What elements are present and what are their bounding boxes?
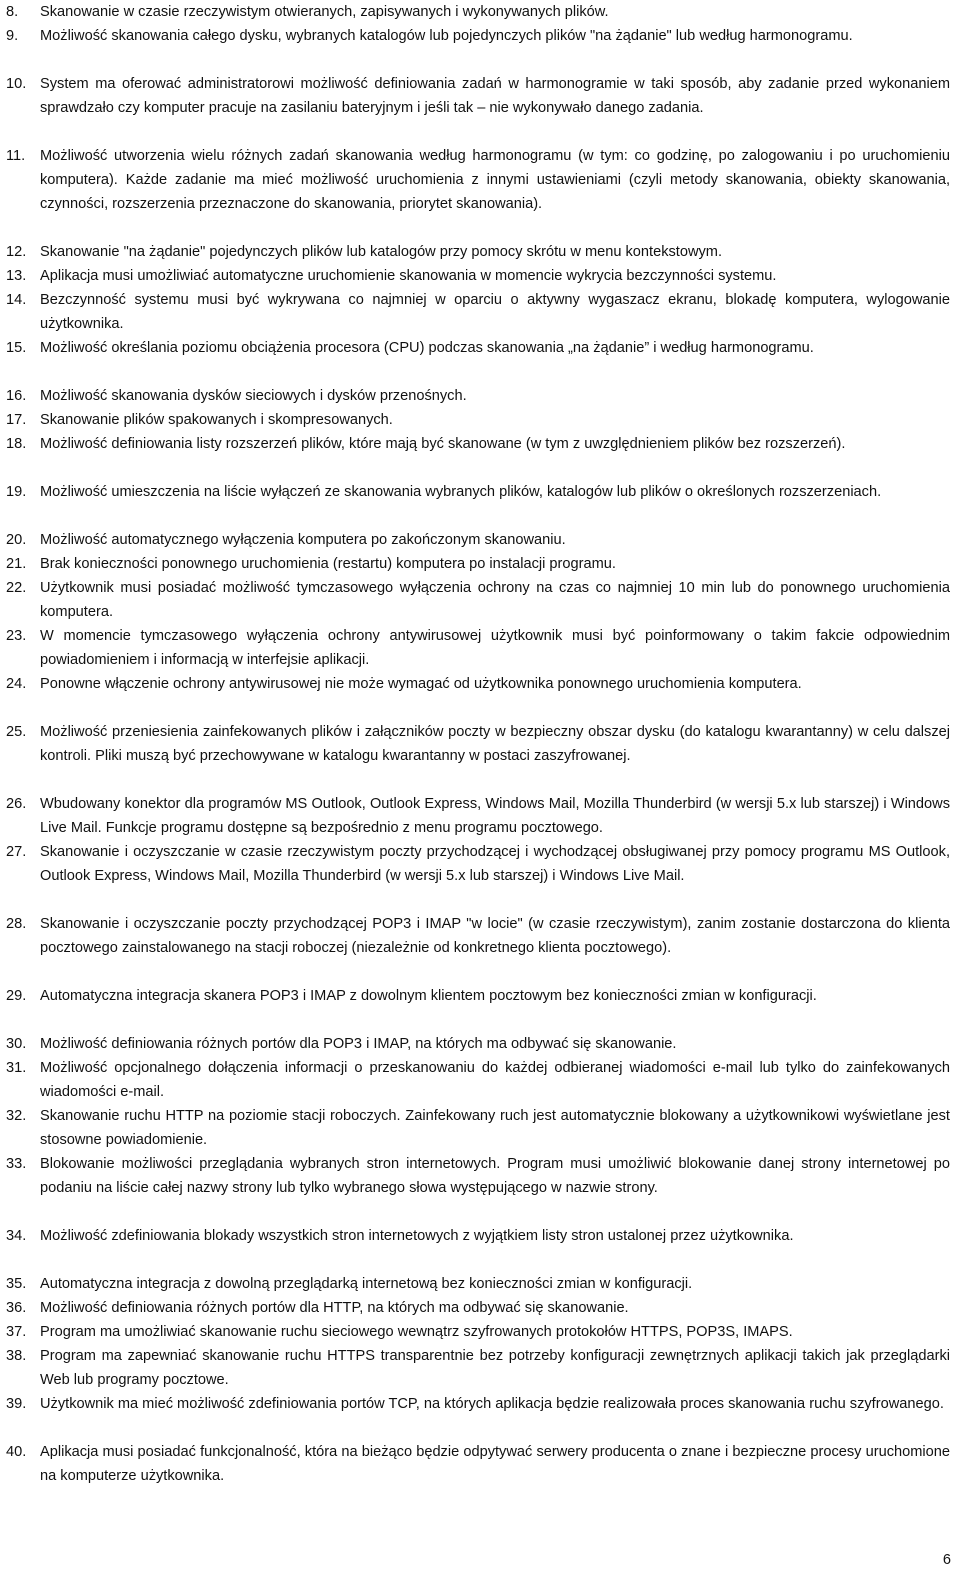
list-item-text: Aplikacja musi posiadać funkcjonalność, która na bieżąco będzie odpytywać serwery producenta o znane i bezpieczne procesy uruchomione na komputerze użytkownika.: [40, 1444, 950, 1484]
list-item-number: 40.: [6, 1444, 27, 1460]
list-item-text: Wbudowany konektor dla programów MS Outlook, Outlook Express, Windows Mail, Mozilla Thunderbird (w wersji 5.x lub starszej) i Windows Live Mail. Funkcje programu dostępne są bezpośrednio z menu programu pocztowego.: [40, 796, 950, 836]
list-item-text: Aplikacja musi umożliwiać automatyczne uruchomienie skanowania w momencie wykrycia bezczynności systemu.: [40, 268, 777, 284]
list-item-text: System ma oferować administratorowi możliwość definiowania zadań w harmonogramie w taki sposób, aby zadanie przed wykonaniem sprawdzało czy komputer pracuje na zasilaniu bateryjnym i jeśli tak – nie wykonywało danego zadania.: [40, 76, 950, 116]
list-item-text: Program ma zapewniać skanowanie ruchu HTTPS transparentnie bez potrzeby konfiguracji zewnętrznych aplikacji takich jak przeglądarki Web lub programy pocztowe.: [40, 1348, 950, 1388]
list-item-number: 10.: [6, 76, 27, 92]
list-item-text: Możliwość utworzenia wielu różnych zadań skanowania według harmonogramu (w tym: co godzinę, po zalogowaniu i po uruchomieniu komputera). Każde zadanie ma mieć możliwość uruchomienia z innymi ustawieniami (czyli metody skanowania, obiekty skanowania, czynności, rozszerzenia przeznaczone do skanowania, priorytet skanowania).: [40, 148, 950, 212]
list-item-text: Automatyczna integracja z dowolną przeglądarką internetową bez konieczności zmian w konfiguracji.: [40, 1276, 693, 1292]
list-item-text: Skanowanie plików spakowanych i skompresowanych.: [40, 412, 393, 428]
list-item-text: Skanowanie "na żądanie" pojedynczych plików lub katalogów przy pomocy skrótu w menu kontekstowym.: [40, 244, 723, 260]
list-item-number: 22.: [6, 580, 27, 596]
list-item-number: 13.: [6, 268, 27, 284]
list-item-number: 11.: [6, 148, 26, 164]
list-item-number: 30.: [6, 1036, 27, 1052]
list-item-number: 18.: [6, 436, 27, 452]
list-item-number: 15.: [6, 340, 27, 356]
list-item-number: 19.: [6, 484, 27, 500]
list-item-number: 28.: [6, 916, 27, 932]
list-item-text: Możliwość zdefiniowania blokady wszystkich stron internetowych z wyjątkiem listy stron ustalonej przez użytkownika.: [40, 1228, 794, 1244]
list-item-number: 32.: [6, 1108, 27, 1124]
list-item-number: 31.: [6, 1060, 27, 1076]
list-item-text: Skanowanie w czasie rzeczywistym otwieranych, zapisywanych i wykonywanych plików.: [40, 4, 609, 20]
list-item-text: Bezczynność systemu musi być wykrywana co najmniej w oparciu o aktywny wygaszacz ekranu, blokadę komputera, wylogowanie użytkownika.: [40, 292, 950, 332]
list-item-number: 39.: [6, 1396, 27, 1412]
list-item-text: Możliwość skanowania całego dysku, wybranych katalogów lub pojedynczych plików "na żądanie" lub według harmonogramu.: [40, 28, 853, 44]
list-item-number: 9.: [6, 28, 19, 44]
list-item-text: Skanowanie i oczyszczanie poczty przychodzącej POP3 i IMAP "w locie" (w czasie rzeczywistym), zanim zostanie dostarczona do klienta pocztowego zainstalowanego na stacji roboczej (niezależnie od konkretnego klienta pocztowego).: [40, 916, 950, 956]
list-item-number: 35.: [6, 1276, 27, 1292]
list-item-text: Możliwość automatycznego wyłączenia komputera po zakończonym skanowaniu.: [40, 532, 566, 548]
list-item-number: 23.: [6, 628, 27, 644]
list-item-number: 37.: [6, 1324, 27, 1340]
list-item-text: Możliwość skanowania dysków sieciowych i dysków przenośnych.: [40, 388, 467, 404]
list-item-text: Możliwość opcjonalnego dołączenia informacji o przeskanowaniu do każdej odbieranej wiadomości e-mail lub tylko do zainfekowanych wiadomości e-mail.: [40, 1060, 950, 1100]
list-item-number: 33.: [6, 1156, 27, 1172]
list-item-number: 16.: [6, 388, 27, 404]
list-item-number: 8.: [6, 4, 19, 20]
list-item-number: 21.: [6, 556, 27, 572]
list-item-number: 20.: [6, 532, 27, 548]
list-item-text: Użytkownik musi posiadać możliwość tymczasowego wyłączenia ochrony na czas co najmniej 10 min lub do ponownego uruchomienia komputera.: [40, 580, 950, 620]
list-item-text: Ponowne włączenie ochrony antywirusowej nie może wymagać od użytkownika ponownego uruchomienia komputera.: [40, 676, 802, 692]
list-item-text: Możliwość definiowania różnych portów dla HTTP, na których ma odbywać się skanowanie.: [40, 1300, 629, 1316]
list-item-text: Możliwość definiowania różnych portów dla POP3 i IMAP, na których ma odbywać się skanowanie.: [40, 1036, 677, 1052]
list-item-number: 29.: [6, 988, 27, 1004]
list-item-text: Możliwość definiowania listy rozszerzeń plików, które mają być skanowane (w tym z uwzględnieniem plików bez rozszerzeń).: [40, 436, 846, 452]
list-item-text: Skanowanie ruchu HTTP na poziomie stacji roboczych. Zainfekowany ruch jest automatycznie blokowany a użytkownikowi wyświetlane jest stosowne powiadomienie.: [40, 1108, 950, 1148]
page-number: 6: [942, 1552, 951, 1568]
list-item-number: 34.: [6, 1228, 27, 1244]
list-item-text: Brak konieczności ponownego uruchomienia (restartu) komputera po instalacji programu.: [40, 556, 616, 572]
list-item-number: 36.: [6, 1300, 27, 1316]
list-item-number: 17.: [6, 412, 27, 428]
list-item-number: 12.: [6, 244, 27, 260]
list-item-number: 27.: [6, 844, 27, 860]
list-item-number: 25.: [6, 724, 27, 740]
list-item-text: Możliwość umieszczenia na liście wyłączeń ze skanowania wybranych plików, katalogów lub plików o określonych rozszerzeniach.: [40, 484, 882, 500]
list-item-number: 38.: [6, 1348, 27, 1364]
list-item-text: Automatyczna integracja skanera POP3 i IMAP z dowolnym klientem pocztowym bez konieczności zmian w konfiguracji.: [40, 988, 817, 1004]
list-item-text: W momencie tymczasowego wyłączenia ochrony antywirusowej użytkownik musi być poinformowany o takim fakcie odpowiednim powiadomieniem i informacją w interfejsie aplikacji.: [40, 628, 950, 668]
list-item-text: Program ma umożliwiać skanowanie ruchu sieciowego wewnątrz szyfrowanych protokołów HTTPS, POP3S, IMAPS.: [40, 1324, 793, 1340]
list-item-text: Blokowanie możliwości przeglądania wybranych stron internetowych. Program musi umożliwić blokowanie danej strony internetowej po podaniu na liście całej nazwy strony lub tylko wybranego słowa występującego w nazwie strony.: [40, 1156, 950, 1196]
list-item-number: 24.: [6, 676, 27, 692]
list-item-text: Skanowanie i oczyszczanie w czasie rzeczywistym poczty przychodzącej i wychodzącej obsługiwanej przy pomocy programu MS Outlook, Outlook Express, Windows Mail, Mozilla Thunderbird (w wersji 5.x lub starszej) i Windows Live Mail.: [40, 844, 950, 884]
list-item-text: Możliwość określania poziomu obciążenia procesora (CPU) podczas skanowania „na żądanie” i według harmonogramu.: [40, 340, 814, 356]
list-item-text: Możliwość przeniesienia zainfekowanych plików i załączników poczty w bezpieczny obszar dysku (do katalogu kwarantanny) w celu dalszej kontroli. Pliki muszą być przechowywane w katalogu kwarantanny w postaci zaszyfrowanej.: [40, 724, 950, 764]
list-item-number: 26.: [6, 796, 27, 812]
list-item-text: Użytkownik ma mieć możliwość zdefiniowania portów TCP, na których aplikacja będzie realizowała proces skanowania ruchu szyfrowanego.: [40, 1396, 944, 1412]
list-item-number: 14.: [6, 292, 27, 308]
